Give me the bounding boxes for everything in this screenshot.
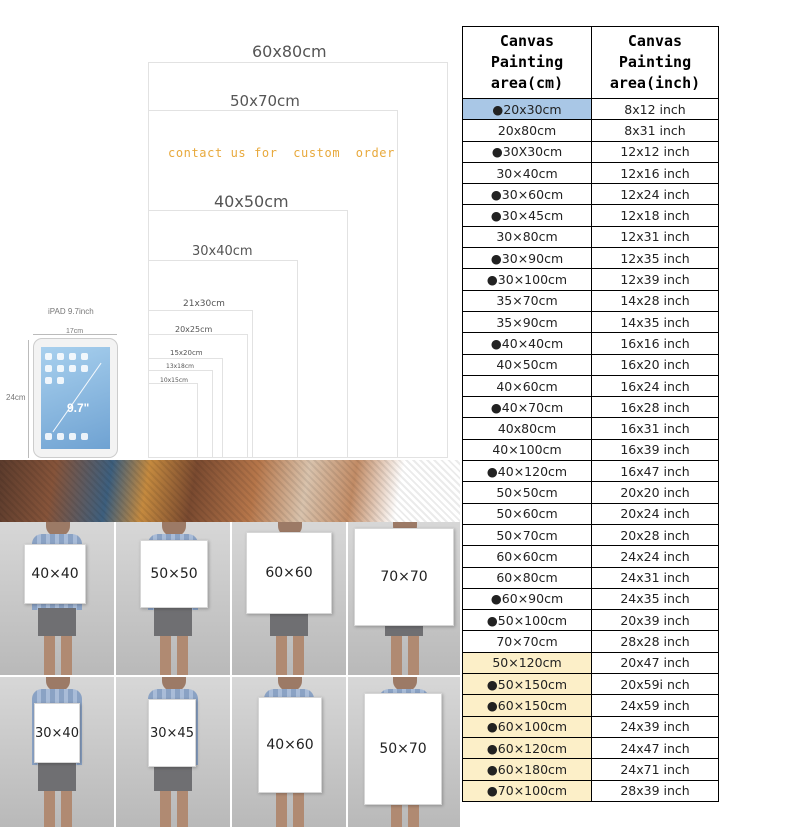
size-table-body [463,99,719,802]
size-cm-cell: ●40×70cm [463,397,592,418]
label-20x25: 20x25cm [175,325,213,334]
size-inch-cell: 16x20 inch [592,354,719,375]
photo-30x40 [0,677,114,827]
table-row [463,759,719,780]
size-cm-cell: 50×50cm [463,482,592,503]
table-row [463,546,719,567]
size-cm-cell: 50×70cm [463,524,592,545]
table-row [463,780,719,801]
table-row [463,248,719,269]
table-row [463,375,719,396]
table-row [463,397,719,418]
photo-40x60 [232,677,346,827]
size-cm-cell: ●60×90cm [463,588,592,609]
size-inch-cell: 20x28 inch [592,524,719,545]
label-60x80: 60x80cm [252,42,327,61]
table-row [463,354,719,375]
table-row [463,184,719,205]
size-inch-cell: 24x47 inch [592,737,719,758]
size-cm-cell: 30×40cm [463,162,592,183]
size-cm-cell: ●30×90cm [463,248,592,269]
size-inch-cell: 12x12 inch [592,141,719,162]
ipad-width-label: 17cm [66,328,84,335]
size-inch-cell: 24x35 inch [592,588,719,609]
size-cm-cell: ●30×60cm [463,184,592,205]
table-header-row [463,27,719,99]
size-inch-cell: 28x39 inch [592,780,719,801]
photo-50x70 [348,677,460,827]
size-cm-cell: ●50×150cm [463,674,592,695]
label-21x30: 21x30cm [183,299,225,309]
label-13x18: 13x18cm [166,363,194,370]
table-row [463,205,719,226]
size-inch-cell: 14x35 inch [592,311,719,332]
header-cm: Canvas Painting area(cm) [463,27,592,99]
size-diagram [0,0,460,460]
size-inch-cell: 16x39 inch [592,439,719,460]
size-cm-cell: 35×90cm [463,311,592,332]
size-inch-cell: 12x16 inch [592,162,719,183]
size-board: 50×50 [140,540,208,608]
ipad-illustration [33,338,118,458]
table-row [463,631,719,652]
canvas-texture-photo [0,460,460,522]
size-inch-cell: 20x20 inch [592,482,719,503]
size-cm-cell: ●30×45cm [463,205,592,226]
size-inch-cell: 14x28 inch [592,290,719,311]
ipad-diagonal-line [53,363,102,432]
size-cm-cell: ●60×180cm [463,759,592,780]
size-cm-cell: ●40×40cm [463,333,592,354]
size-table [462,26,719,802]
table-row [463,737,719,758]
size-inch-cell: 16x28 inch [592,397,719,418]
size-cm-cell: 60×80cm [463,567,592,588]
size-inch-cell: 20x59i nch [592,674,719,695]
size-board: 30×45 [148,699,196,767]
label-40x50: 40x50cm [214,192,289,211]
rect-10x15 [148,383,198,458]
label-50x70: 50x70cm [230,92,300,110]
size-cm-cell: ●40×120cm [463,461,592,482]
size-board: 30×40 [34,703,80,763]
table-row [463,695,719,716]
size-cm-cell: 35×70cm [463,290,592,311]
table-row [463,162,719,183]
ipad-height-line [28,340,29,458]
ipad-screen-size: 9.7" [67,401,90,415]
label-30x40: 30x40cm [192,244,253,259]
size-inch-cell: 24x59 inch [592,695,719,716]
size-cm-cell: 50×120cm [463,652,592,673]
custom-order-note: contact us for custom order [168,146,395,160]
ipad-caption: iPAD 9.7inch [48,307,94,316]
photo-60x60 [232,522,346,675]
size-cm-cell: ●60×100cm [463,716,592,737]
size-inch-cell: 16x16 inch [592,333,719,354]
size-inch-cell: 24x71 inch [592,759,719,780]
photo-70x70 [348,522,460,675]
table-row [463,503,719,524]
size-inch-cell: 16x47 inch [592,461,719,482]
table-row [463,588,719,609]
size-cm-cell: ●60×120cm [463,737,592,758]
table-row [463,482,719,503]
size-inch-cell: 16x31 inch [592,418,719,439]
size-board: 70×70 [354,528,454,626]
size-inch-cell: 24x31 inch [592,567,719,588]
size-inch-cell: 24x24 inch [592,546,719,567]
photo-40x40 [0,522,114,675]
size-inch-cell: 12x18 inch [592,205,719,226]
ipad-screen [41,347,110,449]
size-cm-cell: ●50×100cm [463,610,592,631]
table-row [463,120,719,141]
size-cm-cell: 50×60cm [463,503,592,524]
size-cm-cell: 40×100cm [463,439,592,460]
size-cm-cell: ●30X30cm [463,141,592,162]
size-cm-cell: ●30×100cm [463,269,592,290]
ipad-height-label: 24cm [6,393,26,402]
table-row [463,524,719,545]
size-board: 40×60 [258,697,322,793]
table-row [463,567,719,588]
table-row [463,333,719,354]
photo-50x50 [116,522,230,675]
size-cm-cell: 70×70cm [463,631,592,652]
size-cm-cell: 60×60cm [463,546,592,567]
size-board: 40×40 [24,544,86,604]
size-inch-cell: 12x35 inch [592,248,719,269]
size-inch-cell: 12x24 inch [592,184,719,205]
header-inch: Canvas Painting area(inch) [592,27,719,99]
table-row [463,269,719,290]
table-row [463,674,719,695]
label-10x15: 10x15cm [160,377,188,384]
size-cm-cell: 30×80cm [463,226,592,247]
photo-30x45 [116,677,230,827]
size-cm-cell: 40×60cm [463,375,592,396]
label-15x20: 15x20cm [170,349,203,357]
table-row [463,418,719,439]
table-row [463,439,719,460]
table-row [463,610,719,631]
table-row [463,226,719,247]
size-inch-cell: 12x39 inch [592,269,719,290]
size-cm-cell: 40×50cm [463,354,592,375]
size-cm-cell: 40x80cm [463,418,592,439]
table-row [463,311,719,332]
size-inch-cell: 16x24 inch [592,375,719,396]
size-inch-cell: 28x28 inch [592,631,719,652]
size-board: 50×70 [364,693,442,805]
size-inch-cell: 24x39 inch [592,716,719,737]
size-inch-cell: 20x24 inch [592,503,719,524]
size-inch-cell: 20x47 inch [592,652,719,673]
table-row [463,141,719,162]
size-inch-cell: 12x31 inch [592,226,719,247]
size-cm-cell: ●20x30cm [463,99,592,120]
size-cm-cell: ●70×100cm [463,780,592,801]
table-row [463,652,719,673]
size-inch-cell: 20x39 inch [592,610,719,631]
size-inch-cell: 8x12 inch [592,99,719,120]
table-row [463,461,719,482]
size-board: 60×60 [246,532,332,614]
size-cm-cell: ●60×150cm [463,695,592,716]
table-row [463,290,719,311]
size-inch-cell: 8x31 inch [592,120,719,141]
size-cm-cell: 20x80cm [463,120,592,141]
table-row [463,99,719,120]
table-row [463,716,719,737]
